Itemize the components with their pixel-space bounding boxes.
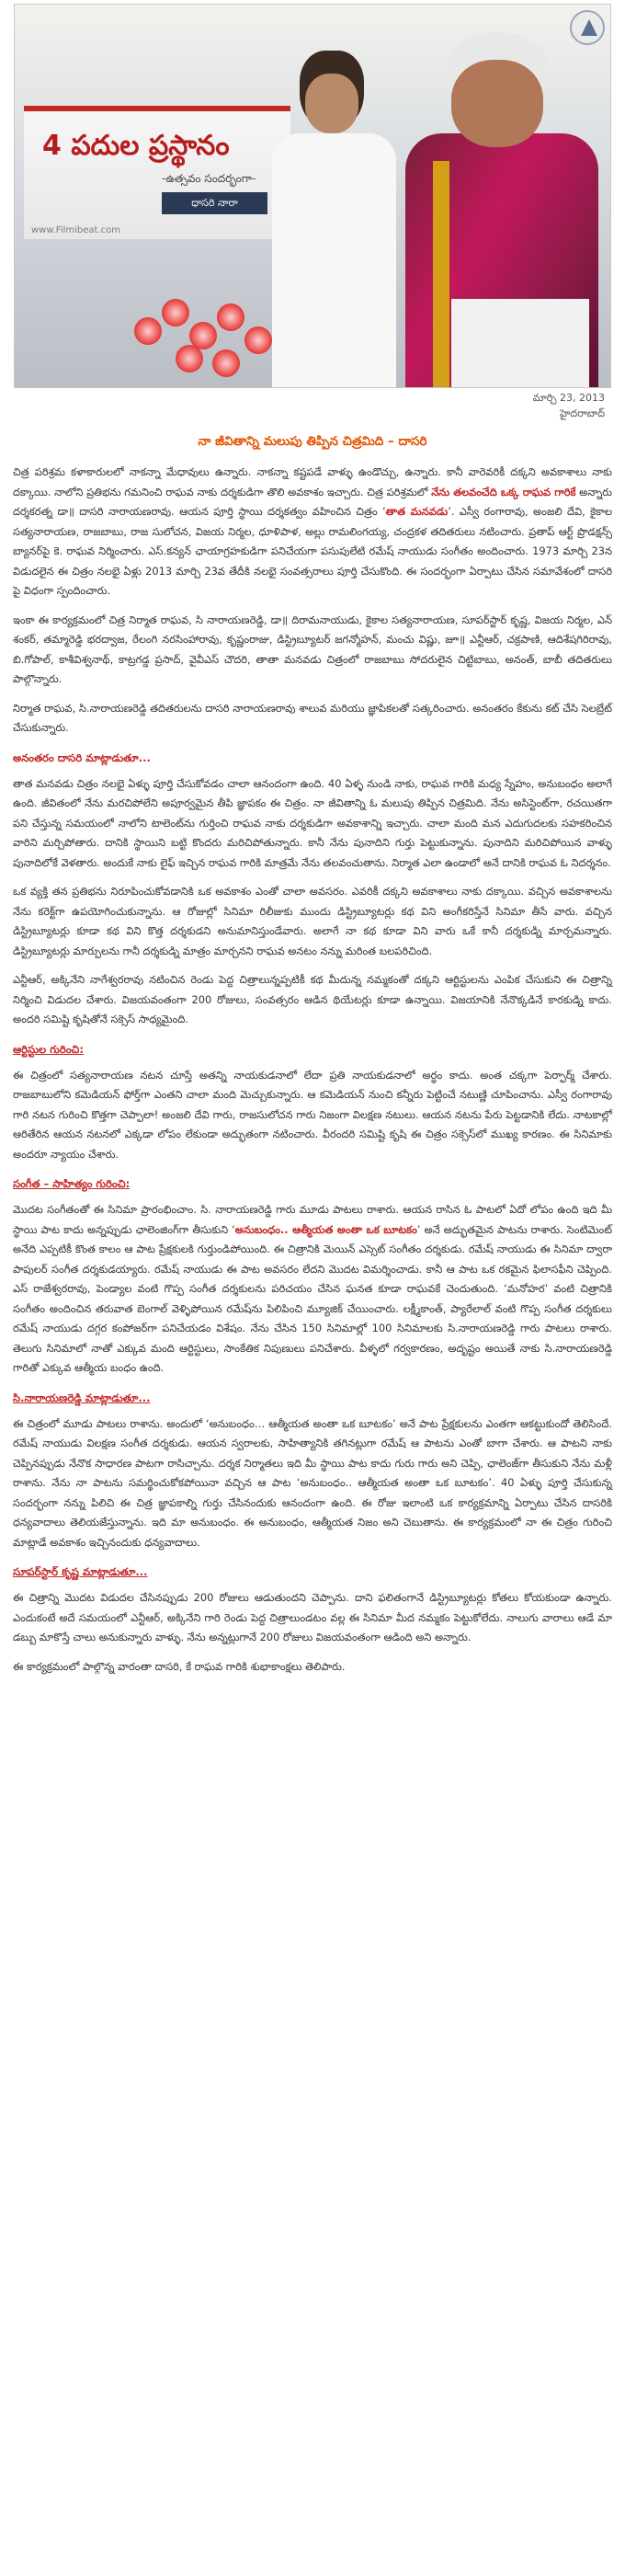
dasari-paragraph-2: ఒక వ్యక్తి తన ప్రతిభను నిరూపించుకోవడానికి ఒక అవకాశం ఎంతో చాలా అవసరం. ఎవరికీ దక్కని అవకాశాలు నాకు దక్కాయి. వచ్చిన అవకాశాలను నేను కరెక్ట్‌గా ఉపయోగించుకున్నాను. ఆ రోజుల్లో సినిమా రిలీజుకు ముందు డిస్ట్రిబ్యూటర్లు కథ విని అంగీకరిస్తేనే సినిమా తీసే వారు. వచ్చిన డిస్ట్రిబ్యూటర్లు కూడా కథ విని కొత్త దర్శకుడని అనుమానిస్తుండేవారు. అలాగే నా కథ కూడా విని వారు ఒకే కానీ దర్శకుడ్ని మార్చమన్నారు. డిస్ట్రిబ్యూటర్లు మార్పులను గానీ దర్శకుడ్ని మాత్రం మార్చనని రాఘవ అనటం నన్ను మరింత బలపరిచింది.: [13, 885, 612, 957]
article-headline: నా జీవితాన్ని మలుపు తిప్పిన చిత్రమిది – దాసరి: [198, 434, 427, 449]
photo-watermark: www.Filmibeat.com: [31, 225, 120, 235]
artists-section-heading: ఆర్టిస్టుల గురించి:: [13, 1042, 84, 1056]
article-location: హైదరాబాద్: [560, 407, 605, 419]
cinare-paragraph: ఈ చిత్రంలో మూడు పాటలు రాశాను. అందులో ‘అనుబంధం… ఆత్మీయత అంతా ఒక బూటకం’ అనే పాట ప్రేక్షకులను ఎంతగా ఆకట్టుకుందో తెలిసిందే. రమేష్ నాయుడు విలక్షణ సంగీత దర్శకుడు. ఆయన స్వరాలకు, సాహిత్యానికి తగినట్లుగా రమేష్ ఆ పాటను ఎంతో బాగా చేశారు. ఆ పాటని నాకు చెప్పినప్పుడు నేనొక సాధారణ పాటగా రాసిచ్చాను. దర్శక నిర్మాతలు ఇది మీ స్థాయి పాట కాదు గురు గారు అని చెప్పి, ఛాలెంజ్‌గా తీసుకుని నేను మళ్లీ రాశాను. నేను నా పాటను సమర్థించుకోకపోయినా వచ్చిన ఆ పాట ‘అనుబంధం.. ఆత్మీయత అంతా ఒక బూటకం’. 40 ఏళ్ళు పూర్తి చేసుకున్న సందర్భంగా నన్ను పిలిచి ఈ చిత్ర జ్ఞాపకాల్ని గుర్తు చేసినందుకు ఆనందంగా ఉంది. ఈ రోజు ఇలాంటి ఒక కార్యక్రమాన్ని ఏర్పాటు చేసిన దాసరికి ధన్యవాదాలు తెలియజేస్తున్నాను. ఇది మా అనుబంధం. ఈ అనుబంధం, ఆత్మీయత నిజం అని చెబుతాను. ఈ కార్యక్రమంలో నా ఈ చిత్రం గురించి మాట్లాడే అవకాశం ఇచ్చినందుకు ధన్యవాదాలు.: [13, 1416, 612, 1549]
dasari-paragraph-1: తాత మనవడు చిత్రం నలభై ఏళ్ళు పూర్తి చేసుకోవడం చాలా ఆనందంగా ఉంది. 40 ఏళ్ళ నుండి నాకు, రాఘవ గారికి మధ్య స్నేహం, అనుబంధం అలాగే ఉంది. జీవితంలో నేను మరచిపోలేని అపూర్వమైన తీపి జ్ఞాపకం ఈ చిత్రం. నా జీవితాన్ని ఓ మలుపు తిప్పిన చిత్రమిది. నేను అసిస్టెంట్‌గా, రచయితగా పని చేస్తున్న సమయంలో నాలోని టాలెంట్‌ను గుర్తించి రాఘవ నాకు దర్శకుడిగా అవకాశాన్ని ఇచ్చారు. చాలా మంది మన ఎదుగుదలకు సహకరించిన వారిని మర్చిపోతారు. దానికి స్థాయిని బట్టి కొందరు మరిచిపోతున్నారు. కానీ నేను పునాదిని గుర్తు పెట్టుకున్నాను. పునాదిని మరిచిపోయిన వాళ్ళు పునాదిలోకే వెళతారు. అందుకే నాకు లైఫ్ ఇచ్చిన రాఘవ గారికి మాత్రమే నేను తలవంచుతాను. నిర్మాత ఎలా ఉండాలో అనే దానికి రాఘవ ఓ నిదర్శనం.: [13, 776, 612, 869]
song-title: అనుబంధం.. ఆత్మీయత అంతా ఒక బూటకం: [234, 1222, 417, 1236]
dasari-section-heading: అనంతరం దాసరి మాట్లాడుతూ...: [13, 750, 151, 764]
dasari-paragraph-3: ఎన్టీఆర్, అక్కినేని నాగేశ్వరరావు నటించిన రెండు పెద్ద చిత్రాలున్నప్పటికీ కథ మీదున్న నమ్మకంతో దక్కని ఆర్టిస్టులను ఎంపిక చేసుకుని ఈ చిత్రాన్ని నిర్మించి విడుదల చేశారు. విజయవంతంగా 200 రోజులు, సంవత్సరం ఆడిన థియేటర్లు కూడా ఉన్నాయి. విజయానికి నేనొక్కడినే కారకుడ్ని కాదు. అందరి సమిష్టి కృషితోనే సక్సెస్ సాధ్యమైంది.: [13, 973, 612, 1025]
banner-subtitle: -ఉత్సవం సందర్భంగా-: [162, 172, 256, 185]
attendees-paragraph: ఇంకా ఈ కార్యక్రమంలో చిత్ర నిర్మాత రాఘవ, సి నారాయణరెడ్డి, డా॥ దిరామనాయుడు, కైకాల సత్యనారాయణ, సూపర్‌స్టార్ కృష్ణ, విజయ నిర్మల, ఎన్ శంకర్, తమ్మారెడ్డి భరద్వాజ, రేలంగి నరసింహారావు, కృష్ణంరాజు, డిస్ట్రిబ్యూటర్ జగన్మోహన్, మంచు విష్ణు, జూ॥ ఎన్టీఆర్, చక్రపాణి, ఆదిశేషగిరిరావు, బి.గోపాల్, కాశీవిశ్వనాథ్, కాట్రగడ్డ ప్రసాద్, వైవీఎస్ చౌదరి, తాతా మనవడు చిత్రంలో రాజబాబు సోదరులైన చిట్టిబాబు, అనంత్, బాబీ తదితరులు పాల్గొన్నారు.: [13, 613, 612, 685]
intro-paragraph: చిత్ర పరిశ్రమ కళాకారులలో నాకన్నా మేధావులు ఉన్నారు. నాకన్నా కష్టపడే వాళ్ళు ఉండొచ్చు, ఉన్నారు. కానీ వారెవరికీ దక్కని అవకాశాలు నాకు దక్కాయి. నాలోని ప్రతిభను గమనించి రాఘవ నాకు దర్శకుడిగా తొలి అవకాశం ఇచ్చారు. చిత్ర పరిశ్రమలో నేను తలవంచేది ఒక్క రాఘవ గారికే అన్నారు దర్శకరత్న డా॥ దాసరి నారాయణరావు. ఆయన పూర్తి స్థాయి దర్శకత్వం వహించిన చిత్రం ‘తాత మనవడు’. ఎస్వీ రంగారావు, అంజలి దేవి, కైకాల సత్యనారాయణ, రాజబాబు, రాజ సులోచన, విజయ నిర్మల, ధూళిపాళ, అల్లు రామలింగయ్య, చంద్రకళ తదితరులు నటించారు. ప్రతాప్ ఆర్ట్ ప్రొడక్షన్స్ బ్యానర్‌పై కె. రాఘవ నిర్మించారు. ఎస్.కన్యన్ ఛాయాగ్రహకుడిగా పనిచేయగా పసుపులేటి రమేష్ నాయుడు సంగీతం అందించారు. 1973 మార్చి 23న విడుదలైన ఈ చిత్రం నలభై ఏళ్లు 2013 మార్చి 23వ తేదీకి నలభై సంవత్సరాలు పూర్తి చేసుకొంది. ఈ సందర్భంగా ఏర్పాటు చేసిన సమావేశంలో దాసరి పై విధంగా స్పందించారు.: [13, 465, 613, 597]
cinare-section-heading: సి.నారాయణరెడ్డి మాట్లాడుతూ...: [13, 1391, 151, 1404]
article: [0, 4, 625, 1677]
person-raghava: [396, 23, 603, 388]
banner-strip: ధాసరి నారా: [162, 192, 267, 214]
closing-paragraph: ఈ కార్యక్రమంలో పాల్గొన్న వారంతా దాసరి, కే రాఘవ గారికి శుభాకాంక్షలు తెలిపారు.: [13, 1659, 346, 1673]
banner-title: 4 పదుల ప్రస్థానం: [42, 130, 230, 162]
felicitation-paragraph: నిర్మాత రాఘవ, సి.నారాయణరెడ్డి తదితరులను దాసరి నారాయణరావు శాలువ మరియు జ్ఞాపికలతో సత్కరించారు. అనంతరం కేకును కట్ చేసి సెలబ్రేట్ చేసుకున్నారు.: [13, 701, 612, 734]
highlight-quote: నేను తలవంచేది ఒక్క రాఘవ గారికే: [431, 485, 576, 498]
flower-bouquet: [125, 280, 281, 388]
music-section-heading: సంగీత – సాహిత్యం గురించి:: [13, 1177, 131, 1190]
event-banner: [24, 106, 290, 239]
krishna-section-heading: సూపర్‌స్టార్ కృష్ణ మాట్లాడుతూ...: [13, 1565, 148, 1578]
event-photo: [14, 4, 611, 388]
movie-title: తాత మనవడు: [385, 505, 449, 518]
person-dasari: [263, 41, 401, 388]
article-date: మార్చి 23, 2013: [532, 392, 605, 404]
site-logo-icon: [570, 10, 605, 45]
music-paragraph: మొదట సంగీతంతో ఈ సినిమా ప్రారంభించాం. సి. నారాయణరెడ్డి గారు మూడు పాటలు రాశారు. ఆయన రాసిన ఓ పాటలో ఏదో లోపం ఉంది ఇది మీ స్థాయి పాట కాదు అన్నప్పుడు ఛాలెంజింగ్‌గా తీసుకుని ‘అనుబంధం.. ఆత్మీయత అంతా ఒక బూటకం’ అనే అద్భుతమైన పాటను రాశారు. సెంటిమెంట్ అనేది ఎప్పటికీ కొంత కాలం ఆ పాట ప్రేక్షకులకి గుర్తుండిపోయింది. ఈ చిత్రానికి మెయిన్ ఎస్సెట్ సంగీతం దర్శకుడు. రమేష్ నాయుడు ఈ సినిమా ద్వారా పాపులర్ సంగీత దర్శకుడయ్యారు. రమేష్ నాయుడు ఈ పాట అవసరం లేదని మొదట విమర్శించాడు. కానీ ఆ పాట ఒక రకమైన ఫిలాసఫీని చెప్పింది. ఎస్ రాజేశ్వరరావు, పెండ్యాల వంటి గొప్ప సంగీత దర్శకులను పరిచయం చేసిన ఘనత కూడా రాఘవకే చెందుతుంది. ‘మనోహర’ వంటి చిత్రానికి సంగీతం అందించిన తరువాత బెంగాల్ వెళ్ళిపోయిన రమేష్‌ను పిలిపించి మ్యూజిక్ చేయించారు. లక్ష్మీకాంత్, ప్యారేలాల్ వంటి గొప్ప సంగీత దర్శకులు రమేష్ నాయుడు దగ్గర కంపోజర్‌గా పనిచేయడం విశేషం. నేను చేసిన 150 సినిమాల్లో 100 సినిమాలకు సి.నారాయణరెడ్డి గారు పాటలు రాశారు. తెలుగు సినిమాలో నాతో ఎక్కువ మంది ఆర్టిస్టులు, సాంకేతిక నిపుణులు పనిచేశారు. వీళ్ళలో గర్వకారణం, అదృష్టం అయితే నాకు సి.నారాయణరెడ్డి గారితో ఎక్కువ ఆత్మీయ బంధం ఉంది.: [13, 1203, 612, 1374]
article-meta: [13, 390, 612, 421]
artists-paragraph: ఈ చిత్రంలో సత్యనారాయణ నటన చూస్తే అతన్ని నాయకుడనాలో లేదా ప్రతి నాయకుడనాలో అర్థం కాదు. అంత చక్కగా పెర్ఫార్మ్ చేశారు. రాజబాబులోని కమెడియన్ ఫోర్త్‌గా ఎంతని చాలా మంది మెచ్చుకున్నారు. ఆ కమెడియన్ నుంచి కన్నీరు పెట్టించే నటుణ్ణి చూపించాను. ఎస్వీ రంగారావు గారి నటన గురించి కొత్తగా చెప్పాలా! అంజలి దేవి గారు, రాజసులోచన గారు నిజంగా విలక్షణ నటులు. ఆయన నటను పేరు పెట్టడానికి లేదు. నాటకాల్లో ఆరితేరిన ఆయన నటనలో ఎక్కడా లోపం లేకుండా అద్భుతంగా నటించారు. వీరందరి సమిష్టి కృషి ఈ చిత్రం సక్సెస్‌లో ముఖ్య కారణం. ఈ సినిమాకు అందరూ న్యాయం చేశారు.: [13, 1068, 612, 1161]
krishna-paragraph: ఈ చిత్రాన్ని మొదట విడుదల చేసినప్పుడు 200 రోజులు ఆడుతుందని చెప్పాను. దాని ఫలితంగానే డిస్ట్రిబ్యూటర్లు కోతలు కోయకుండా ఉన్నారు. ఎందుకంటే అదే సమయంలో ఎన్టీఆర్, అక్కినేని గారి రెండు పెద్ద చిత్రాలుండటం వల్ల ఈ సినిమా మీద నమ్మకం పెట్టుకోలేదు. నాలుగు వారాలు ఆడే మా డబ్బు మాకొస్తే చాలు అనుకున్నారు వాళ్ళు. నేను అన్నట్లుగానే 200 రోజులు విజయవంతంగా ఆడింది అని అన్నారు.: [13, 1591, 612, 1643]
